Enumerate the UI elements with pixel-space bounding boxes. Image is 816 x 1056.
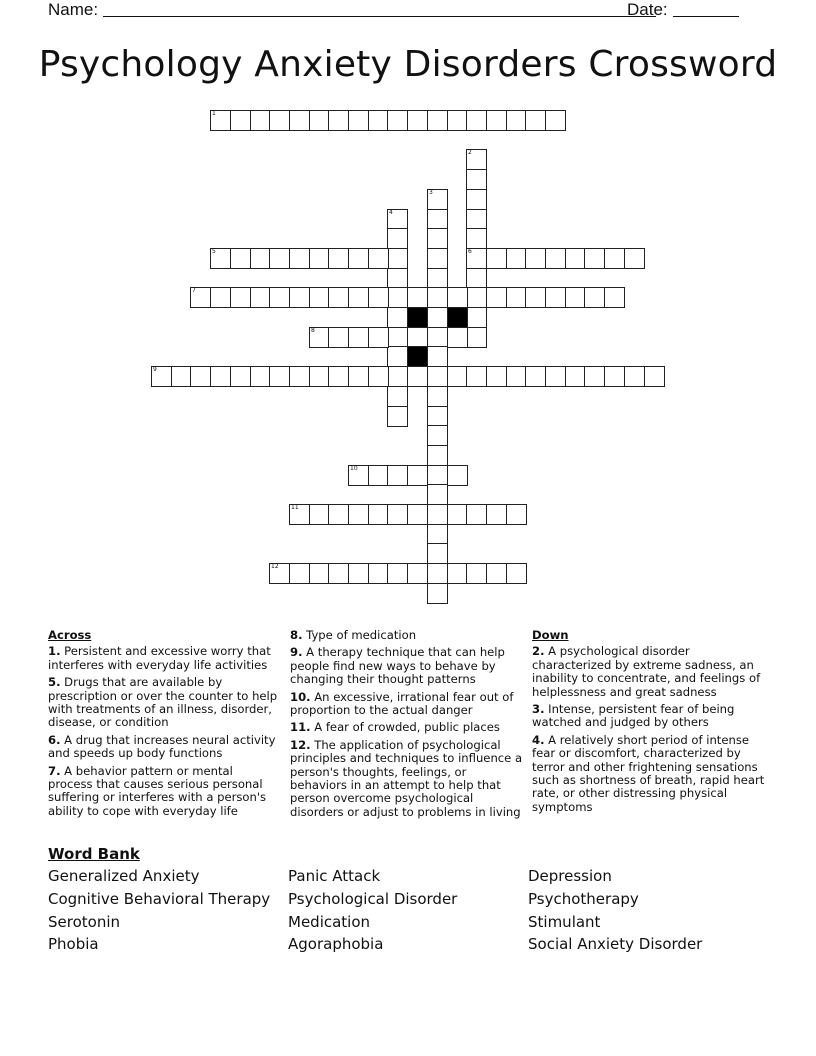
crossword-cell[interactable] xyxy=(328,327,349,348)
crossword-cell[interactable] xyxy=(407,366,428,387)
crossword-cell[interactable] xyxy=(387,406,408,427)
crossword-cell[interactable] xyxy=(407,563,428,584)
crossword-cell[interactable] xyxy=(348,287,369,308)
crossword-cell[interactable] xyxy=(171,366,192,387)
crossword-cell[interactable] xyxy=(309,110,330,131)
crossword-cell[interactable] xyxy=(210,287,231,308)
crossword-cell[interactable] xyxy=(387,504,408,525)
crossword-cell[interactable] xyxy=(407,287,428,308)
black-cell xyxy=(407,307,428,328)
clue-text: An excessive, irrational fear out of proportion to the actual danger xyxy=(290,689,514,718)
crossword-cell[interactable] xyxy=(604,366,625,387)
across-clue xyxy=(48,765,280,819)
crossword-cell[interactable] xyxy=(466,287,487,308)
crossword-cell[interactable] xyxy=(368,248,389,269)
crossword-cell[interactable] xyxy=(427,287,448,308)
clue-text: A fear of crowded, public places xyxy=(310,720,500,735)
crossword-cell[interactable] xyxy=(387,563,408,584)
crossword-cell[interactable] xyxy=(250,287,271,308)
crossword-cell[interactable] xyxy=(565,287,586,308)
crossword-cell[interactable] xyxy=(289,504,310,525)
crossword-cell[interactable] xyxy=(348,327,369,348)
word-bank-item: Generalized Anxiety xyxy=(48,867,200,885)
black-cell xyxy=(447,307,468,328)
crossword-cell[interactable] xyxy=(644,366,665,387)
crossword-cell[interactable] xyxy=(328,563,349,584)
crossword-cell[interactable] xyxy=(447,563,468,584)
crossword-cell[interactable] xyxy=(466,149,487,170)
crossword-cell[interactable] xyxy=(506,366,527,387)
crossword-cell[interactable] xyxy=(447,287,468,308)
crossword-cell[interactable] xyxy=(309,504,330,525)
word-bank-item: Social Anxiety Disorder xyxy=(528,935,703,954)
crossword-cell[interactable] xyxy=(427,307,448,328)
crossword-cell[interactable] xyxy=(427,189,448,210)
word-bank-item: Psychological Disorder xyxy=(288,889,458,908)
crossword-cell[interactable] xyxy=(387,228,408,249)
word-bank-item: Psychotherapy xyxy=(528,889,639,908)
clue-text: A psychological disorder characterized by extreme sadness, an inability to concentrate, and feelings of helplessness and great sadness xyxy=(532,644,761,699)
crossword-cell[interactable] xyxy=(328,248,349,269)
clue-number: 10. xyxy=(290,689,311,704)
word-bank-title: Word Bank xyxy=(48,845,140,863)
crossword-cell[interactable] xyxy=(604,248,625,269)
crossword-cell[interactable] xyxy=(328,504,349,525)
crossword-cell[interactable] xyxy=(506,248,527,269)
across-clues-column-1 xyxy=(48,629,280,822)
word-bank-list xyxy=(48,867,768,954)
word-bank-item: Depression xyxy=(528,867,612,885)
crossword-cell[interactable] xyxy=(289,287,310,308)
crossword-cell[interactable] xyxy=(565,248,586,269)
crossword-cell[interactable] xyxy=(486,563,507,584)
across-clue xyxy=(290,739,524,819)
clue-number: 6 xyxy=(468,248,472,255)
crossword-cell[interactable] xyxy=(289,366,310,387)
clue-number: 1 xyxy=(212,110,216,117)
crossword-cell[interactable] xyxy=(250,110,271,131)
crossword-cell[interactable] xyxy=(368,366,389,387)
crossword-cell[interactable] xyxy=(269,287,290,308)
crossword-cell[interactable] xyxy=(427,327,448,348)
crossword-cell[interactable] xyxy=(328,366,349,387)
crossword-cell[interactable] xyxy=(486,248,507,269)
crossword-cell[interactable] xyxy=(368,563,389,584)
crossword-cell[interactable] xyxy=(230,248,251,269)
crossword-cell[interactable] xyxy=(584,287,605,308)
crossword-cell[interactable] xyxy=(387,248,408,269)
crossword-cell[interactable] xyxy=(269,366,290,387)
crossword-cell[interactable] xyxy=(427,248,448,269)
crossword-cell[interactable] xyxy=(269,110,290,131)
crossword-cell[interactable] xyxy=(427,228,448,249)
crossword-cell[interactable] xyxy=(368,327,389,348)
word-bank xyxy=(48,845,768,954)
clue-number: 9 xyxy=(153,366,157,373)
crossword-cell[interactable] xyxy=(427,110,448,131)
crossword-cell[interactable] xyxy=(289,248,310,269)
crossword-cell[interactable] xyxy=(348,563,369,584)
crossword-cell[interactable] xyxy=(387,346,408,367)
down-clue xyxy=(532,703,768,730)
clue-number: 4 xyxy=(389,209,393,216)
crossword-cell[interactable] xyxy=(190,287,211,308)
crossword-cell[interactable] xyxy=(486,504,507,525)
crossword-cell[interactable] xyxy=(506,504,527,525)
crossword-cell[interactable] xyxy=(466,248,487,269)
crossword-cell[interactable] xyxy=(269,248,290,269)
crossword-cell[interactable] xyxy=(584,366,605,387)
crossword-cell[interactable] xyxy=(269,563,290,584)
crossword-cell[interactable] xyxy=(407,110,428,131)
down-clue xyxy=(532,734,768,814)
word-bank-item: Panic Attack xyxy=(288,867,381,885)
word-bank-item: Serotonin xyxy=(48,912,121,931)
crossword-cell[interactable] xyxy=(368,504,389,525)
crossword-cell[interactable] xyxy=(506,563,527,584)
crossword-cell[interactable] xyxy=(427,268,448,289)
clue-number: 2. xyxy=(532,644,545,659)
crossword-cell[interactable] xyxy=(368,465,389,486)
clue-number: 9. xyxy=(290,645,303,660)
clue-number: 3. xyxy=(532,702,545,717)
across-clue xyxy=(48,734,280,761)
clue-text: Drugs that are available by prescription or over the counter to help with treatments of an illness, disorder, disease, or condition xyxy=(48,675,278,730)
crossword-cell[interactable] xyxy=(210,366,231,387)
crossword-cell[interactable] xyxy=(348,465,369,486)
crossword-cell[interactable] xyxy=(545,110,566,131)
crossword-cell[interactable] xyxy=(407,327,428,348)
clue-text: A relatively short period of intense fear or discomfort, characterized by terror and other frightening sensations such as shortness of breath, rapid heart rate, or other distressing physical symptoms xyxy=(532,732,765,814)
across-clue xyxy=(290,629,524,642)
black-cell xyxy=(407,346,428,367)
across-clue xyxy=(290,691,524,718)
crossword-cell[interactable] xyxy=(427,484,448,505)
across-clue xyxy=(290,646,524,686)
crossword-cell[interactable] xyxy=(210,110,231,131)
across-clue xyxy=(48,676,280,730)
down-clue xyxy=(532,645,768,699)
crossword-cell[interactable] xyxy=(289,563,310,584)
crossword-cell[interactable] xyxy=(427,346,448,367)
crossword-cell[interactable] xyxy=(387,307,408,328)
down-clues-column xyxy=(532,629,768,818)
crossword-cell[interactable] xyxy=(466,268,487,289)
crossword-cell[interactable] xyxy=(427,209,448,230)
crossword-cell[interactable] xyxy=(427,543,448,564)
crossword-cell[interactable] xyxy=(486,287,507,308)
clue-text: A therapy technique that can help people find new ways to behave by changing their thought patterns xyxy=(290,645,505,687)
crossword-cell[interactable] xyxy=(427,465,448,486)
across-clues-column-2 xyxy=(290,629,524,823)
crossword-cell[interactable] xyxy=(486,366,507,387)
crossword-cell[interactable] xyxy=(545,366,566,387)
crossword-cell[interactable] xyxy=(348,366,369,387)
crossword-cell[interactable] xyxy=(624,248,645,269)
crossword-cell[interactable] xyxy=(624,366,645,387)
crossword-cell[interactable] xyxy=(190,366,211,387)
word-bank-item: Stimulant xyxy=(528,912,601,931)
crossword-cell[interactable] xyxy=(387,386,408,407)
crossword-cell[interactable] xyxy=(525,110,546,131)
crossword-cell[interactable] xyxy=(466,209,487,230)
crossword-cell[interactable] xyxy=(230,110,251,131)
crossword-cell[interactable] xyxy=(427,386,448,407)
crossword-cell[interactable] xyxy=(427,563,448,584)
word-bank-item: Agoraphobia xyxy=(288,935,384,954)
crossword-cell[interactable] xyxy=(387,465,408,486)
clue-number: 4. xyxy=(532,732,545,747)
clue-number: 12. xyxy=(290,737,311,752)
crossword-cell[interactable] xyxy=(545,248,566,269)
crossword-cell[interactable] xyxy=(466,366,487,387)
clue-number: 11. xyxy=(290,720,311,735)
crossword-cell[interactable] xyxy=(328,110,349,131)
clue-number: 8 xyxy=(311,327,315,334)
crossword-cell[interactable] xyxy=(506,110,527,131)
crossword-cell[interactable] xyxy=(525,287,546,308)
clue-number: 5 xyxy=(212,248,216,255)
crossword-cell[interactable] xyxy=(407,465,428,486)
crossword-cell[interactable] xyxy=(387,287,408,308)
crossword-cell[interactable] xyxy=(447,110,468,131)
clue-number: 2 xyxy=(468,149,472,156)
crossword-cell[interactable] xyxy=(466,307,487,328)
crossword-cell[interactable] xyxy=(427,524,448,545)
across-heading: Across xyxy=(48,628,92,642)
crossword-cell[interactable] xyxy=(466,228,487,249)
clue-text: A behavior pattern or mental process that causes serious personal suffering or interferes with a person's ability to cope with everyday life xyxy=(48,763,267,818)
across-clue xyxy=(48,645,280,672)
crossword-cell[interactable] xyxy=(447,504,468,525)
crossword-cell[interactable] xyxy=(506,287,527,308)
crossword-cell[interactable] xyxy=(151,366,172,387)
crossword-cell[interactable] xyxy=(328,287,349,308)
crossword-cell[interactable] xyxy=(210,248,231,269)
crossword-cell[interactable] xyxy=(250,248,271,269)
crossword-cell[interactable] xyxy=(309,366,330,387)
clue-number: 8. xyxy=(290,628,303,642)
clue-number: 11 xyxy=(291,504,299,511)
clue-number: 3 xyxy=(429,189,433,196)
crossword-cell[interactable] xyxy=(466,504,487,525)
crossword-cell[interactable] xyxy=(309,287,330,308)
crossword-cell[interactable] xyxy=(447,327,468,348)
crossword-cell[interactable] xyxy=(387,366,408,387)
crossword-cell[interactable] xyxy=(427,425,448,446)
clue-text: Persistent and excessive worry that interferes with everyday life activities xyxy=(48,644,271,672)
crossword-cell[interactable] xyxy=(309,248,330,269)
crossword-cell[interactable] xyxy=(427,406,448,427)
word-bank-item: Phobia xyxy=(48,935,99,954)
crossword-cell[interactable] xyxy=(348,504,369,525)
page-title: Psychology Anxiety Disorders Crossword xyxy=(38,44,778,85)
crossword-cell[interactable] xyxy=(368,287,389,308)
crossword-cell[interactable] xyxy=(387,268,408,289)
clue-text: Intense, persistent fear of being watched and judged by others xyxy=(532,702,735,730)
crossword-cell[interactable] xyxy=(466,169,487,190)
date-label: Date: xyxy=(627,0,668,19)
word-bank-item: Medication xyxy=(288,912,371,931)
crossword-cell[interactable] xyxy=(309,327,330,348)
word-bank-item: Cognitive Behavioral Therapy xyxy=(48,889,271,908)
clue-number: 5. xyxy=(48,675,61,690)
crossword-cell[interactable] xyxy=(525,248,546,269)
crossword-cell[interactable] xyxy=(348,110,369,131)
crossword-cell[interactable] xyxy=(427,583,448,604)
crossword-cell[interactable] xyxy=(427,445,448,466)
crossword-cell[interactable] xyxy=(387,327,408,348)
clue-number: 7. xyxy=(48,763,61,778)
crossword-cell[interactable] xyxy=(447,465,468,486)
crossword-cell[interactable] xyxy=(584,248,605,269)
crossword-cell[interactable] xyxy=(250,366,271,387)
crossword-cell[interactable] xyxy=(427,366,448,387)
clue-number: 1. xyxy=(48,644,61,659)
crossword-cell[interactable] xyxy=(289,110,310,131)
clue-text: The application of psychological principles and techniques to influence a person's thoughts, feelings, or behaviors in an attempt to help that person overcome psychological disorders or adjust to problems in living xyxy=(290,737,523,819)
crossword-cell[interactable] xyxy=(545,287,566,308)
clue-number: 7 xyxy=(192,287,196,294)
crossword-cell[interactable] xyxy=(466,110,487,131)
crossword-cell[interactable] xyxy=(427,504,448,525)
crossword-cell[interactable] xyxy=(466,563,487,584)
clue-text: A drug that increases neural activity and speeds up body functions xyxy=(48,732,276,761)
crossword-cell[interactable] xyxy=(565,366,586,387)
crossword-cell[interactable] xyxy=(407,504,428,525)
crossword-cell[interactable] xyxy=(466,327,487,348)
clue-text: Type of medication xyxy=(302,628,417,642)
clue-number: 6. xyxy=(48,732,61,747)
crossword-cell[interactable] xyxy=(387,209,408,230)
crossword-cell[interactable] xyxy=(230,287,251,308)
clue-number: 12 xyxy=(271,563,279,570)
clue-number: 10 xyxy=(350,465,358,472)
crossword-cell[interactable] xyxy=(604,287,625,308)
crossword-cell[interactable] xyxy=(466,189,487,210)
across-clue xyxy=(290,721,524,734)
down-heading: Down xyxy=(532,628,569,642)
crossword-cell[interactable] xyxy=(387,110,408,131)
name-label: Name: xyxy=(48,0,99,19)
crossword-cell[interactable] xyxy=(230,366,251,387)
crossword-cell[interactable] xyxy=(525,366,546,387)
crossword-cell[interactable] xyxy=(486,110,507,131)
crossword-cell[interactable] xyxy=(309,563,330,584)
crossword-cell[interactable] xyxy=(447,366,468,387)
crossword-cell[interactable] xyxy=(348,248,369,269)
crossword-cell[interactable] xyxy=(368,110,389,131)
